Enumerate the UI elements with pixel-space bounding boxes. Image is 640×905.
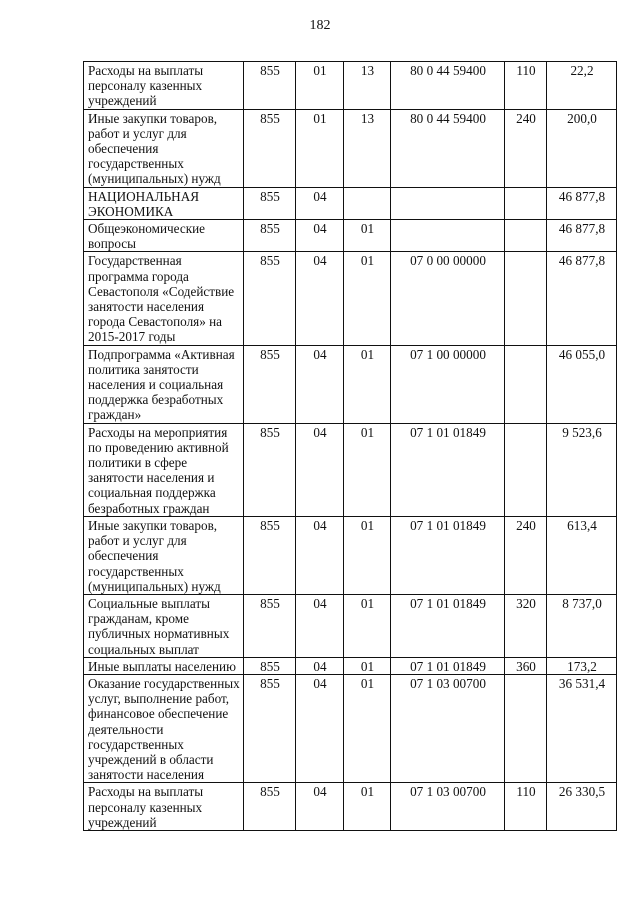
expense-type-code-cell (505, 423, 547, 516)
page-number: 182 (309, 18, 331, 33)
target-article-code-cell: 07 0 00 00000 (391, 252, 505, 345)
department-code-cell: 855 (244, 657, 296, 674)
section-code-cell: 01 (296, 109, 344, 187)
department-code-cell: 855 (244, 220, 296, 252)
amount-cell: 200,0 (547, 109, 617, 187)
expense-name-cell: Государственная программа города Севастополя «Содействие занятости населения города Севастополя» на 2015-2017 годы (84, 252, 244, 345)
expense-type-code-cell (505, 220, 547, 252)
target-article-code-cell: 07 1 01 01849 (391, 657, 505, 674)
expense-type-code-cell: 110 (505, 62, 547, 110)
target-article-code-cell: 80 0 44 59400 (391, 109, 505, 187)
department-code-cell: 855 (244, 345, 296, 423)
subsection-code-cell: 01 (344, 252, 391, 345)
amount-cell: 46 055,0 (547, 345, 617, 423)
department-code-cell: 855 (244, 252, 296, 345)
table-row (84, 516, 617, 594)
target-article-code-cell: 07 1 03 00700 (391, 783, 505, 831)
target-article-code-cell: 07 1 03 00700 (391, 674, 505, 782)
department-code-cell: 855 (244, 109, 296, 187)
expense-name-cell: НАЦИОНАЛЬНАЯ ЭКОНОМИКА (84, 187, 244, 219)
target-article-code-cell: 07 1 01 01849 (391, 516, 505, 594)
table-row (84, 657, 617, 674)
amount-cell: 46 877,8 (547, 252, 617, 345)
subsection-code-cell: 01 (344, 220, 391, 252)
department-code-cell: 855 (244, 187, 296, 219)
target-article-code-cell: 07 1 01 01849 (391, 594, 505, 657)
table-row (84, 783, 617, 831)
department-code-cell: 855 (244, 516, 296, 594)
amount-cell: 46 877,8 (547, 187, 617, 219)
expense-name-cell: Иные закупки товаров, работ и услуг для обеспечения государственных (муниципальных) нужд (84, 109, 244, 187)
section-code-cell: 04 (296, 220, 344, 252)
expense-name-cell: Иные закупки товаров, работ и услуг для обеспечения государственных (муниципальных) нужд (84, 516, 244, 594)
expense-type-code-cell: 360 (505, 657, 547, 674)
subsection-code-cell: 13 (344, 62, 391, 110)
amount-cell: 173,2 (547, 657, 617, 674)
budget-table (83, 61, 617, 831)
table-row (84, 674, 617, 782)
expense-type-code-cell: 240 (505, 516, 547, 594)
target-article-code-cell: 80 0 44 59400 (391, 62, 505, 110)
amount-cell: 36 531,4 (547, 674, 617, 782)
table-row (84, 187, 617, 219)
table-row (84, 345, 617, 423)
expense-type-code-cell (505, 252, 547, 345)
table-row (84, 423, 617, 516)
section-code-cell: 04 (296, 345, 344, 423)
amount-cell: 613,4 (547, 516, 617, 594)
department-code-cell: 855 (244, 594, 296, 657)
expense-name-cell: Расходы на выплаты персоналу казенных учреждений (84, 62, 244, 110)
subsection-code-cell: 01 (344, 594, 391, 657)
table-row (84, 252, 617, 345)
amount-cell: 26 330,5 (547, 783, 617, 831)
subsection-code-cell: 01 (344, 674, 391, 782)
subsection-code-cell: 01 (344, 516, 391, 594)
section-code-cell: 04 (296, 252, 344, 345)
expense-name-cell: Подпрограмма «Активная политика занятости населения и социальная поддержка безработных граждан» (84, 345, 244, 423)
expense-type-code-cell (505, 345, 547, 423)
expense-name-cell: Оказание государственных услуг, выполнение работ, финансовое обеспечение деятельности государственных учреждений в области занятости населения (84, 674, 244, 782)
amount-cell: 22,2 (547, 62, 617, 110)
subsection-code-cell (344, 187, 391, 219)
department-code-cell: 855 (244, 674, 296, 782)
expense-name-cell: Социальные выплаты гражданам, кроме публичных нормативных социальных выплат (84, 594, 244, 657)
section-code-cell: 01 (296, 62, 344, 110)
table-row (84, 109, 617, 187)
expense-name-cell: Иные выплаты населению (84, 657, 244, 674)
department-code-cell: 855 (244, 423, 296, 516)
section-code-cell: 04 (296, 783, 344, 831)
expense-name-cell: Общеэкономические вопросы (84, 220, 244, 252)
subsection-code-cell: 01 (344, 345, 391, 423)
subsection-code-cell: 01 (344, 783, 391, 831)
section-code-cell: 04 (296, 674, 344, 782)
target-article-code-cell (391, 220, 505, 252)
expense-name-cell: Расходы на мероприятия по проведению активной политики в сфере занятости населения и социальная поддержка безработных граждан (84, 423, 244, 516)
table-row (84, 594, 617, 657)
section-code-cell: 04 (296, 516, 344, 594)
expense-type-code-cell: 110 (505, 783, 547, 831)
expense-type-code-cell: 320 (505, 594, 547, 657)
expense-type-code-cell (505, 674, 547, 782)
amount-cell: 9 523,6 (547, 423, 617, 516)
subsection-code-cell: 01 (344, 423, 391, 516)
subsection-code-cell: 13 (344, 109, 391, 187)
section-code-cell: 04 (296, 657, 344, 674)
section-code-cell: 04 (296, 187, 344, 219)
subsection-code-cell: 01 (344, 657, 391, 674)
amount-cell: 46 877,8 (547, 220, 617, 252)
section-code-cell: 04 (296, 423, 344, 516)
target-article-code-cell: 07 1 01 01849 (391, 423, 505, 516)
target-article-code-cell (391, 187, 505, 219)
expense-type-code-cell: 240 (505, 109, 547, 187)
amount-cell: 8 737,0 (547, 594, 617, 657)
expense-name-cell: Расходы на выплаты персоналу казенных учреждений (84, 783, 244, 831)
table-row (84, 220, 617, 252)
department-code-cell: 855 (244, 62, 296, 110)
target-article-code-cell: 07 1 00 00000 (391, 345, 505, 423)
expense-type-code-cell (505, 187, 547, 219)
department-code-cell: 855 (244, 783, 296, 831)
section-code-cell: 04 (296, 594, 344, 657)
table-row (84, 62, 617, 110)
budget-table-body (84, 62, 617, 831)
